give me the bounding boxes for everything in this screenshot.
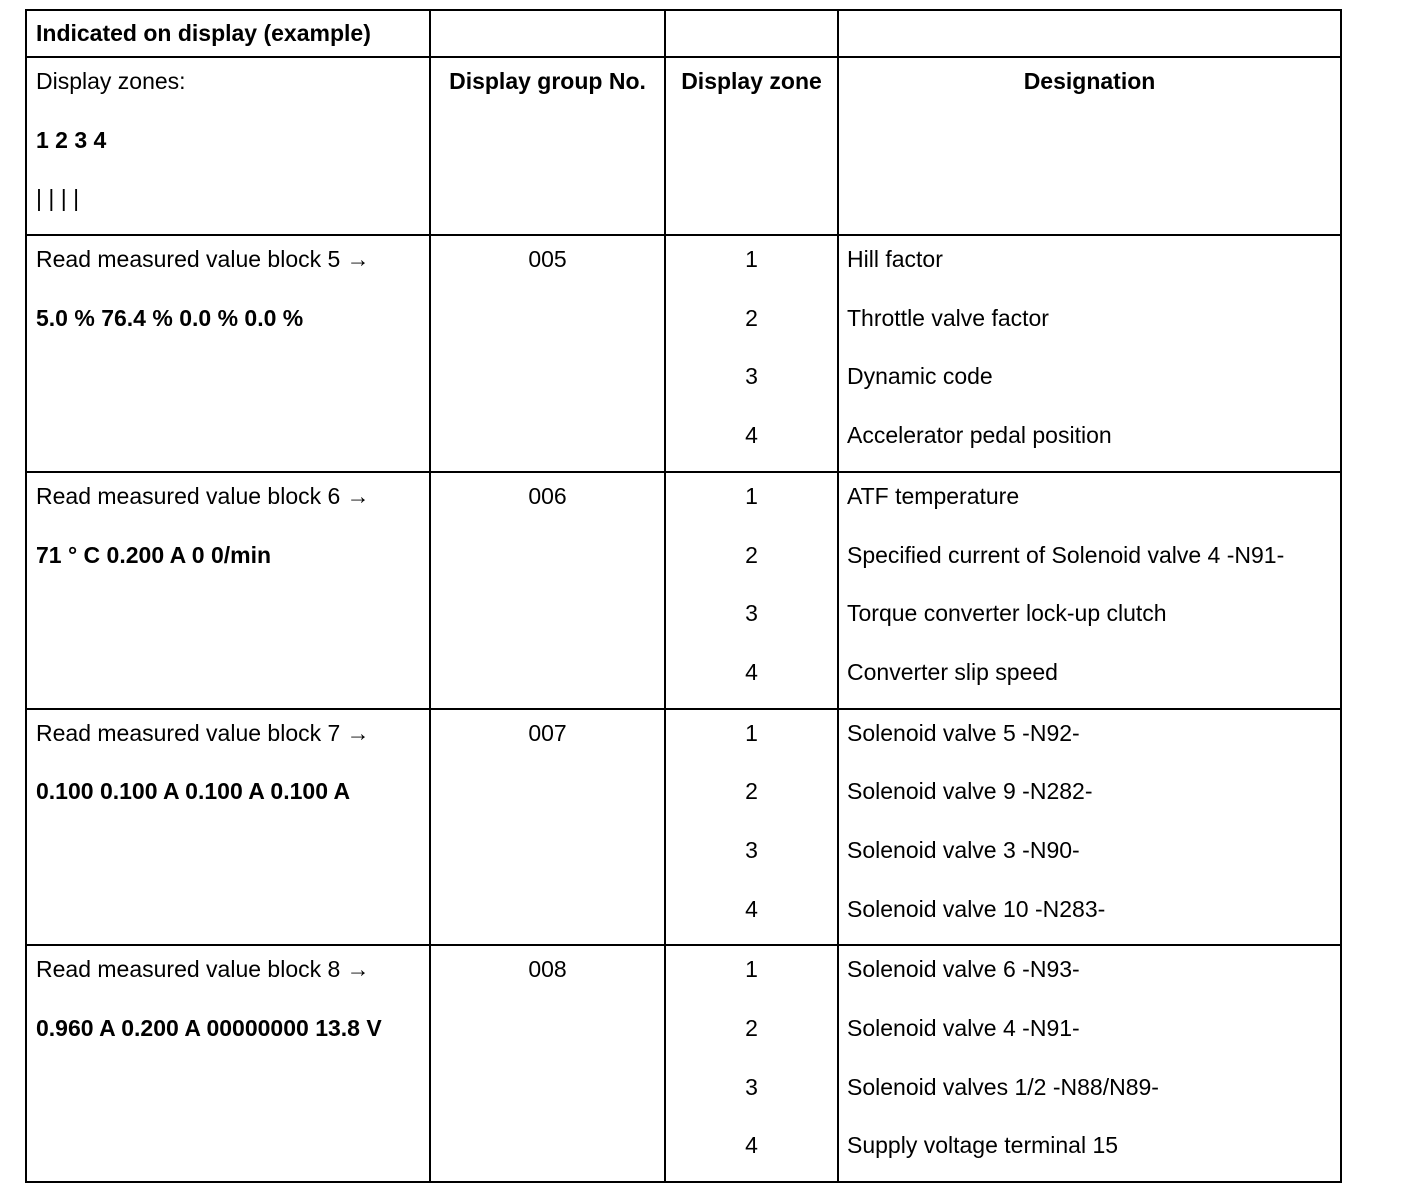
designation-cell [838, 709, 1341, 946]
zone-number: 3 [745, 600, 758, 627]
display-zones-label: Display zones: [36, 68, 186, 94]
block-cell [26, 472, 430, 709]
zone-number: 1 [745, 956, 758, 983]
designation-text: Accelerator pedal position [847, 422, 1112, 449]
display-zone-header-cell [665, 57, 838, 235]
block-label: Read measured value block 8 → [36, 956, 370, 983]
designation-header-cell [838, 57, 1341, 235]
zone-number: 3 [745, 363, 758, 390]
display-zones-header-cell [26, 57, 430, 235]
zone-number: 4 [745, 895, 758, 922]
designation-text: Solenoid valve 10 -N283- [847, 895, 1106, 922]
block-label: Read measured value block 5 → [36, 246, 370, 273]
zone-cell [665, 235, 838, 472]
designation-text: Solenoid valve 5 -N92- [847, 719, 1080, 746]
designation-text: Hill factor [847, 246, 943, 273]
group-number: 005 [528, 246, 567, 273]
designation-text: Solenoid valve 4 -N91- [847, 1015, 1080, 1041]
designation-text: Solenoid valve 9 -N282- [847, 778, 1093, 805]
group-cell [430, 472, 665, 709]
designation-text: Dynamic code [847, 363, 993, 390]
zone-number: 2 [745, 778, 758, 805]
zone-cell [665, 709, 838, 946]
designation-text: Throttle valve factor [847, 304, 1049, 331]
table-row [26, 945, 1341, 1182]
header-row [26, 57, 1341, 235]
table-row [26, 472, 1341, 709]
block-label: Read measured value block 7 → [36, 719, 370, 746]
zone-numbers: 1 2 3 4 [36, 126, 107, 153]
zone-cell [665, 945, 838, 1182]
zone-number: 4 [745, 1132, 758, 1159]
zone-number: 2 [745, 1015, 758, 1041]
designation-text: Converter slip speed [847, 658, 1058, 685]
group-number: 008 [528, 956, 567, 983]
designation-text: ATF temperature [847, 482, 1020, 509]
designation-text: Supply voltage terminal 15 [847, 1132, 1119, 1159]
zone-cell [665, 472, 838, 709]
group-cell [430, 709, 665, 946]
zone-number: 1 [745, 246, 758, 273]
block-values: 5.0 % 76.4 % 0.0 % 0.0 % [36, 304, 304, 331]
table-row [26, 709, 1341, 946]
designation-text: Specified current of Solenoid valve 4 -N91- [847, 541, 1285, 568]
title-empty-cell [838, 10, 1341, 57]
display-group-header: Display group No. [449, 68, 646, 94]
measured-value-table [25, 9, 1342, 1183]
designation-cell [838, 945, 1341, 1182]
designation-cell [838, 235, 1341, 472]
block-values: 71 ° C 0.200 A 0 0/min [36, 541, 272, 568]
group-cell [430, 945, 665, 1182]
group-number: 006 [528, 482, 567, 509]
designation-text: Solenoid valves 1/2 -N88/N89- [847, 1073, 1159, 1100]
zone-number: 4 [745, 658, 758, 685]
zone-number: 2 [745, 541, 758, 568]
designation-text: Torque converter lock-up clutch [847, 600, 1167, 627]
block-cell [26, 945, 430, 1182]
display-zone-header: Display zone [681, 68, 822, 94]
block-values: 0.100 0.100 A 0.100 A 0.100 A [36, 778, 351, 805]
zone-number: 3 [745, 1073, 758, 1100]
title-row [26, 10, 1341, 57]
block-cell [26, 709, 430, 946]
zone-number: 1 [745, 719, 758, 746]
group-cell [430, 235, 665, 472]
block-values: 0.960 A 0.200 A 00000000 13.8 V [36, 1015, 382, 1041]
designation-header: Designation [1023, 68, 1156, 94]
zone-number: 1 [745, 482, 758, 509]
designation-text: Solenoid valve 6 -N93- [847, 956, 1080, 983]
display-group-header-cell [430, 57, 665, 235]
block-cell [26, 235, 430, 472]
zone-ticks: | | | | [36, 185, 80, 212]
zone-number: 3 [745, 836, 758, 863]
designation-cell [838, 472, 1341, 709]
title-empty-cell [430, 10, 665, 57]
block-label: Read measured value block 6 → [36, 482, 370, 509]
designation-text: Solenoid valve 3 -N90- [847, 836, 1080, 863]
group-number: 007 [528, 719, 567, 746]
title-cell [26, 10, 430, 57]
zone-number: 2 [745, 304, 758, 331]
title-empty-cell [665, 10, 838, 57]
table-row [26, 235, 1341, 472]
table-title: Indicated on display (example) [36, 20, 371, 46]
zone-number: 4 [745, 422, 758, 449]
